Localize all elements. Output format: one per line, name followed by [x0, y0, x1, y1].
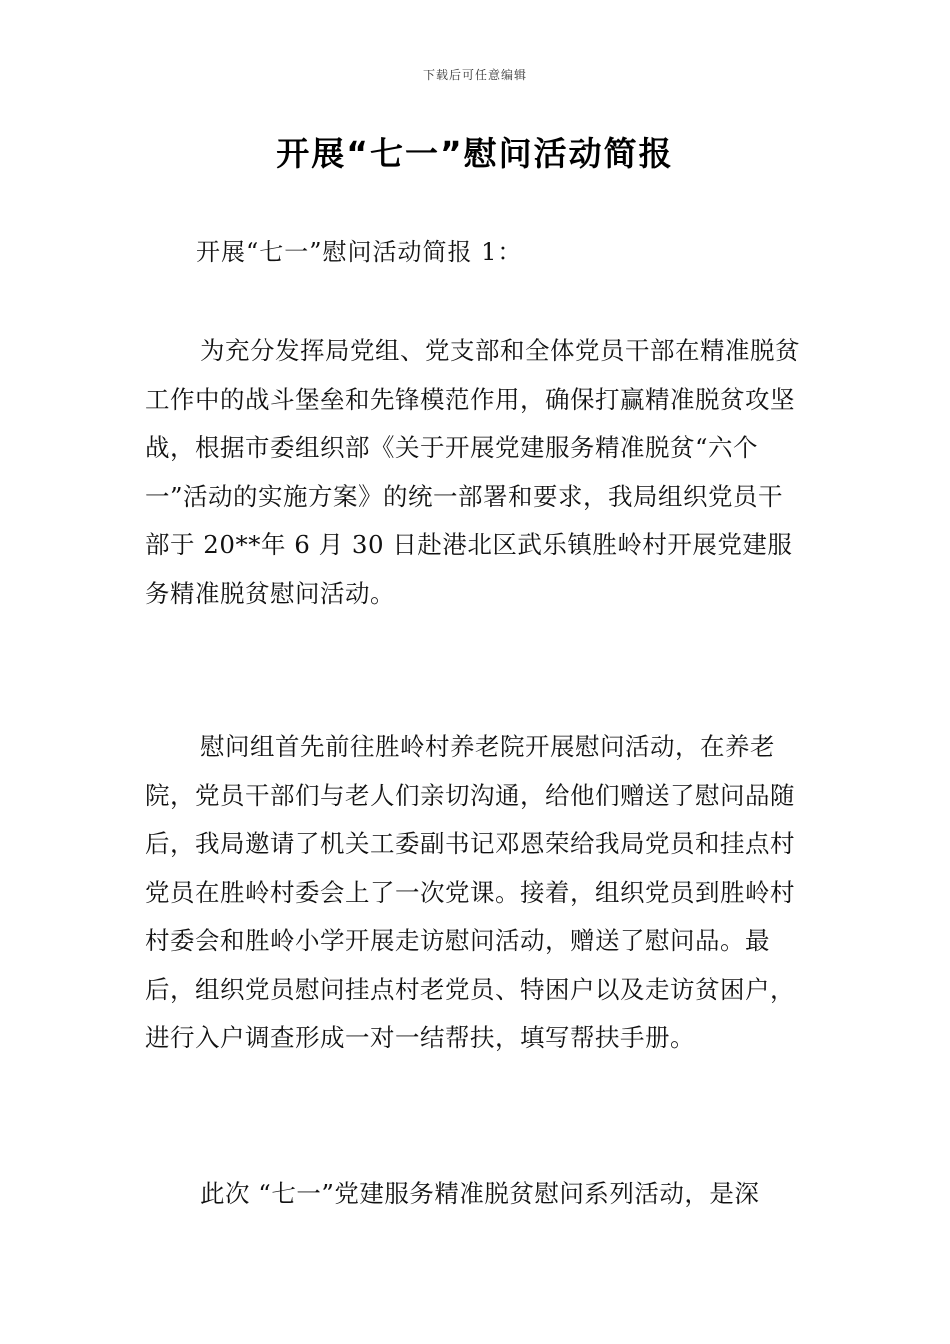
section-subtitle: 开展“七一”慰问活动简报 1：: [196, 238, 523, 266]
paragraph-1: 为充分发挥局党组、党支部和全体党员干部在精准脱贫工作中的战斗堡垒和先锋模范作用，确保打赢精准脱贫攻坚战，根据市委组织部《关于开展党建服务精准脱贫“六个一”活动的实施方案》的统一部署和要求，我局组织党员干部于 20**年 6 月 30 日赴港北区武乐镇胜岭村开展党建服务精准脱贫慰问活动。: [145, 336, 800, 608]
paragraph-3: 此次 “七一”党建服务精准脱贫慰问系列活动，是深: [200, 1179, 760, 1208]
paragraph-2: 慰问组首先前往胜岭村养老院开展慰问活动，在养老院，党员干部们与老人们亲切沟通，给他们赠送了慰问品随后，我局邀请了机关工委副书记邓恩荣给我局党员和挂点村党员在胜岭村委会上了一次党课。接着，组织党员到胜岭村村委会和胜岭小学开展走访慰问活动，赠送了慰问品。最后，组织党员慰问挂点村老党员、特困户以及走访贫困户，进行入户调查形成一对一结帮扶，填写帮扶手册。: [145, 732, 795, 1052]
document-title: 开展“七一”慰问活动简报: [276, 134, 674, 173]
header-note: 下载后可任意编辑: [422, 68, 527, 82]
